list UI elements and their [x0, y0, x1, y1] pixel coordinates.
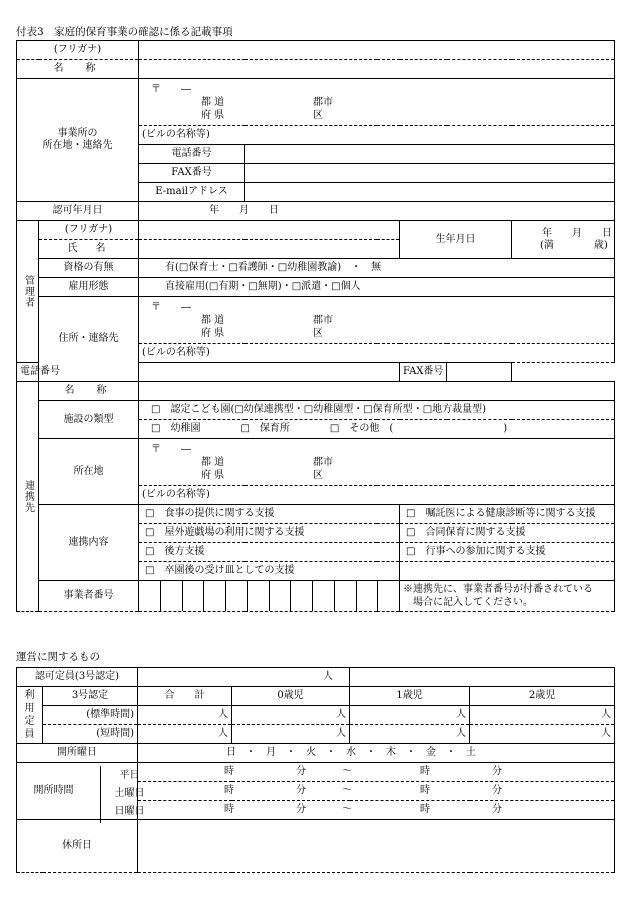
manager-fax-field[interactable]	[447, 363, 512, 382]
coop-item-meal[interactable]: □ 食事の提供に関する支援	[139, 505, 400, 524]
weekday-tilde: ～	[342, 766, 353, 777]
postal-mark: 〒 ―	[151, 444, 191, 455]
open-hours-label: 開所時間	[17, 763, 138, 820]
city-label: 郡市 区	[313, 97, 333, 121]
weekday-hour-end: 時	[420, 766, 431, 777]
weekday-label: 平日	[119, 770, 140, 781]
birth-date-label: 生年月日	[400, 221, 512, 259]
closed-days-field[interactable]	[138, 820, 615, 873]
type3-label: 3号認定	[43, 687, 138, 706]
office-name-field[interactable]	[139, 60, 615, 79]
partner-building-field[interactable]: (ビルの名称等)	[139, 486, 615, 505]
manager-tel-label: 電話番号	[17, 363, 39, 382]
facility-type-label: 施設の類型	[39, 401, 139, 439]
open-days-field[interactable]: 日 ・ 月 ・ 火 ・ 水 ・ 木 ・ 金 ・ 土	[138, 744, 615, 763]
manager-tel-field[interactable]	[139, 363, 400, 382]
office-fax-label: FAX番号	[139, 164, 245, 183]
capacity3-label: 認可定員(3号認定)	[17, 668, 138, 687]
weekday-minute-end: 分	[492, 766, 503, 777]
weekday-hour: 時	[224, 766, 235, 777]
business-number-label: 事業者番号	[39, 581, 139, 612]
license-date-field[interactable]: 年 月 日	[139, 202, 615, 221]
open-hours-sublabels	[103, 767, 156, 821]
saturday-hours-row[interactable]	[138, 782, 615, 801]
saturday-tilde: ～	[342, 785, 353, 796]
use-capacity-label: 利用 定員	[17, 687, 43, 744]
saturday-label: 土曜日	[114, 788, 145, 799]
operation-section-title: 運営に関するもの	[16, 651, 100, 663]
facility-type-option-1[interactable]: □ 認定こども園(□幼保連携型・□幼稚園型・□保育所型・□地方裁量型)	[139, 401, 615, 420]
standard-total-field[interactable]: 人	[138, 706, 232, 725]
postal-mark: 〒 ―	[151, 302, 191, 313]
birth-ymd: 年 月 日	[542, 227, 612, 239]
short-time-label: (短時間)	[43, 725, 138, 744]
coop-item-checkup[interactable]: □ 嘱託医による健康診断等に関する支援	[400, 505, 615, 524]
employment-label: 雇用形態	[39, 278, 139, 297]
partner-name-field[interactable]	[139, 382, 615, 401]
capacity3-blank	[350, 668, 615, 687]
city-label: 郡市 区	[313, 315, 333, 339]
age0-header: 0歳児	[232, 687, 350, 706]
page-title: 付表3 家庭的保育事業の確認に係る記載事項	[16, 26, 233, 38]
partner-address-field[interactable]	[139, 439, 615, 486]
age1-header: 1歳児	[350, 687, 470, 706]
sunday-minute: 分	[296, 804, 307, 815]
coop-item-backup[interactable]: □ 後方支援	[139, 543, 400, 562]
weekday-minute: 分	[296, 766, 307, 777]
total-header: 合 計	[138, 687, 232, 706]
standard-age1-field[interactable]: 人	[350, 706, 470, 725]
open-hours-divider	[100, 766, 101, 823]
furigana-label: (フリガナ)	[17, 41, 139, 60]
prefecture-label: 都 道 府 県	[201, 315, 225, 339]
manager-building-field[interactable]: (ビルの名称等)	[139, 344, 615, 363]
coop-item-events[interactable]: □ 行事への参加に関する支援	[400, 543, 615, 562]
office-name-label: 名 称	[17, 60, 139, 79]
sunday-minute-end: 分	[492, 804, 503, 815]
manager-furigana-label: (フリガナ)	[39, 221, 139, 240]
partner-location-label: 所在地	[39, 439, 139, 505]
saturday-hour: 時	[224, 785, 235, 796]
office-fax-field[interactable]	[245, 164, 615, 183]
office-email-label: E-mailアドレス	[139, 183, 245, 202]
office-tel-field[interactable]	[245, 145, 615, 164]
saturday-hour-end: 時	[420, 785, 431, 796]
prefecture-label: 都 道 府 県	[201, 457, 225, 481]
short-total-field[interactable]: 人	[138, 725, 232, 744]
partner-section-label: 連携先	[17, 382, 39, 612]
prefecture-label: 都 道 府 県	[201, 97, 225, 121]
office-tel-label: 電話番号	[139, 145, 245, 164]
office-building-field[interactable]: (ビルの名称等)	[139, 126, 615, 145]
coop-item-graduation[interactable]: □ 卒園後の受け皿としての支援	[139, 562, 400, 581]
coop-item-empty	[400, 562, 615, 581]
standard-age0-field[interactable]: 人	[232, 706, 350, 725]
manager-address-label: 住所・連絡先	[39, 297, 139, 382]
manager-name-field[interactable]	[139, 240, 400, 259]
office-email-field[interactable]	[245, 183, 615, 202]
employment-options[interactable]: 直接雇用(□有期・□無期)・□派遣・□個人	[139, 278, 615, 297]
short-age0-field[interactable]: 人	[232, 725, 350, 744]
open-days-label: 開所曜日	[17, 744, 138, 763]
coop-item-joint-care[interactable]: □ 合同保育に関する支援	[400, 524, 615, 543]
manager-name-label: 氏 名	[39, 240, 139, 259]
standard-time-label: (標準時間)	[43, 706, 138, 725]
business-number-boxes[interactable]	[139, 581, 400, 612]
coop-item-playground[interactable]: □ 屋外遊戯場の利用に関する支援	[139, 524, 400, 543]
manager-furigana-field[interactable]	[139, 221, 400, 240]
birth-date-field[interactable]	[512, 221, 615, 259]
closed-days-label: 休所日	[17, 820, 138, 873]
coop-content-label: 連携内容	[39, 505, 139, 581]
weekday-hours-row[interactable]	[138, 763, 615, 782]
sunday-tilde: ～	[342, 804, 353, 815]
standard-age2-field[interactable]: 人	[470, 706, 615, 725]
office-address-label: 事業所の 所在地・連絡先	[17, 79, 139, 202]
short-age1-field[interactable]: 人	[350, 725, 470, 744]
partner-name-label: 名 称	[39, 382, 139, 401]
capacity3-field[interactable]: 人	[138, 668, 350, 687]
sunday-hour: 時	[224, 804, 235, 815]
facility-type-option-2[interactable]: □ 幼稚園 □ 保育所 □ その他 ( )	[139, 420, 615, 439]
office-furigana-field[interactable]	[139, 41, 615, 60]
short-age2-field[interactable]: 人	[470, 725, 615, 744]
manager-section-label: 管理者	[17, 221, 39, 363]
qualification-label: 資格の有無	[39, 259, 139, 278]
sunday-hours-row[interactable]	[138, 801, 615, 820]
age-field: (満 歳)	[540, 239, 608, 251]
business-number-note: ※連携先に、事業者番号が付番されている 場合に記入してください。	[400, 581, 615, 612]
manager-address-field[interactable]	[139, 297, 615, 344]
qualification-options[interactable]: 有(□保育士・□看護師・□幼稚園教諭) ・ 無	[139, 259, 615, 278]
age2-header: 2歳児	[470, 687, 615, 706]
sunday-hour-end: 時	[420, 804, 431, 815]
saturday-minute: 分	[296, 785, 307, 796]
sunday-label: 日曜日	[114, 806, 145, 817]
registration-form-table	[16, 40, 615, 612]
license-date-label: 認可年月日	[17, 202, 139, 221]
office-address-field[interactable]	[139, 79, 615, 126]
saturday-minute-end: 分	[492, 785, 503, 796]
postal-mark: 〒 ―	[151, 84, 191, 95]
manager-fax-label: FAX番号	[400, 363, 447, 382]
city-label: 郡市 区	[313, 457, 333, 481]
